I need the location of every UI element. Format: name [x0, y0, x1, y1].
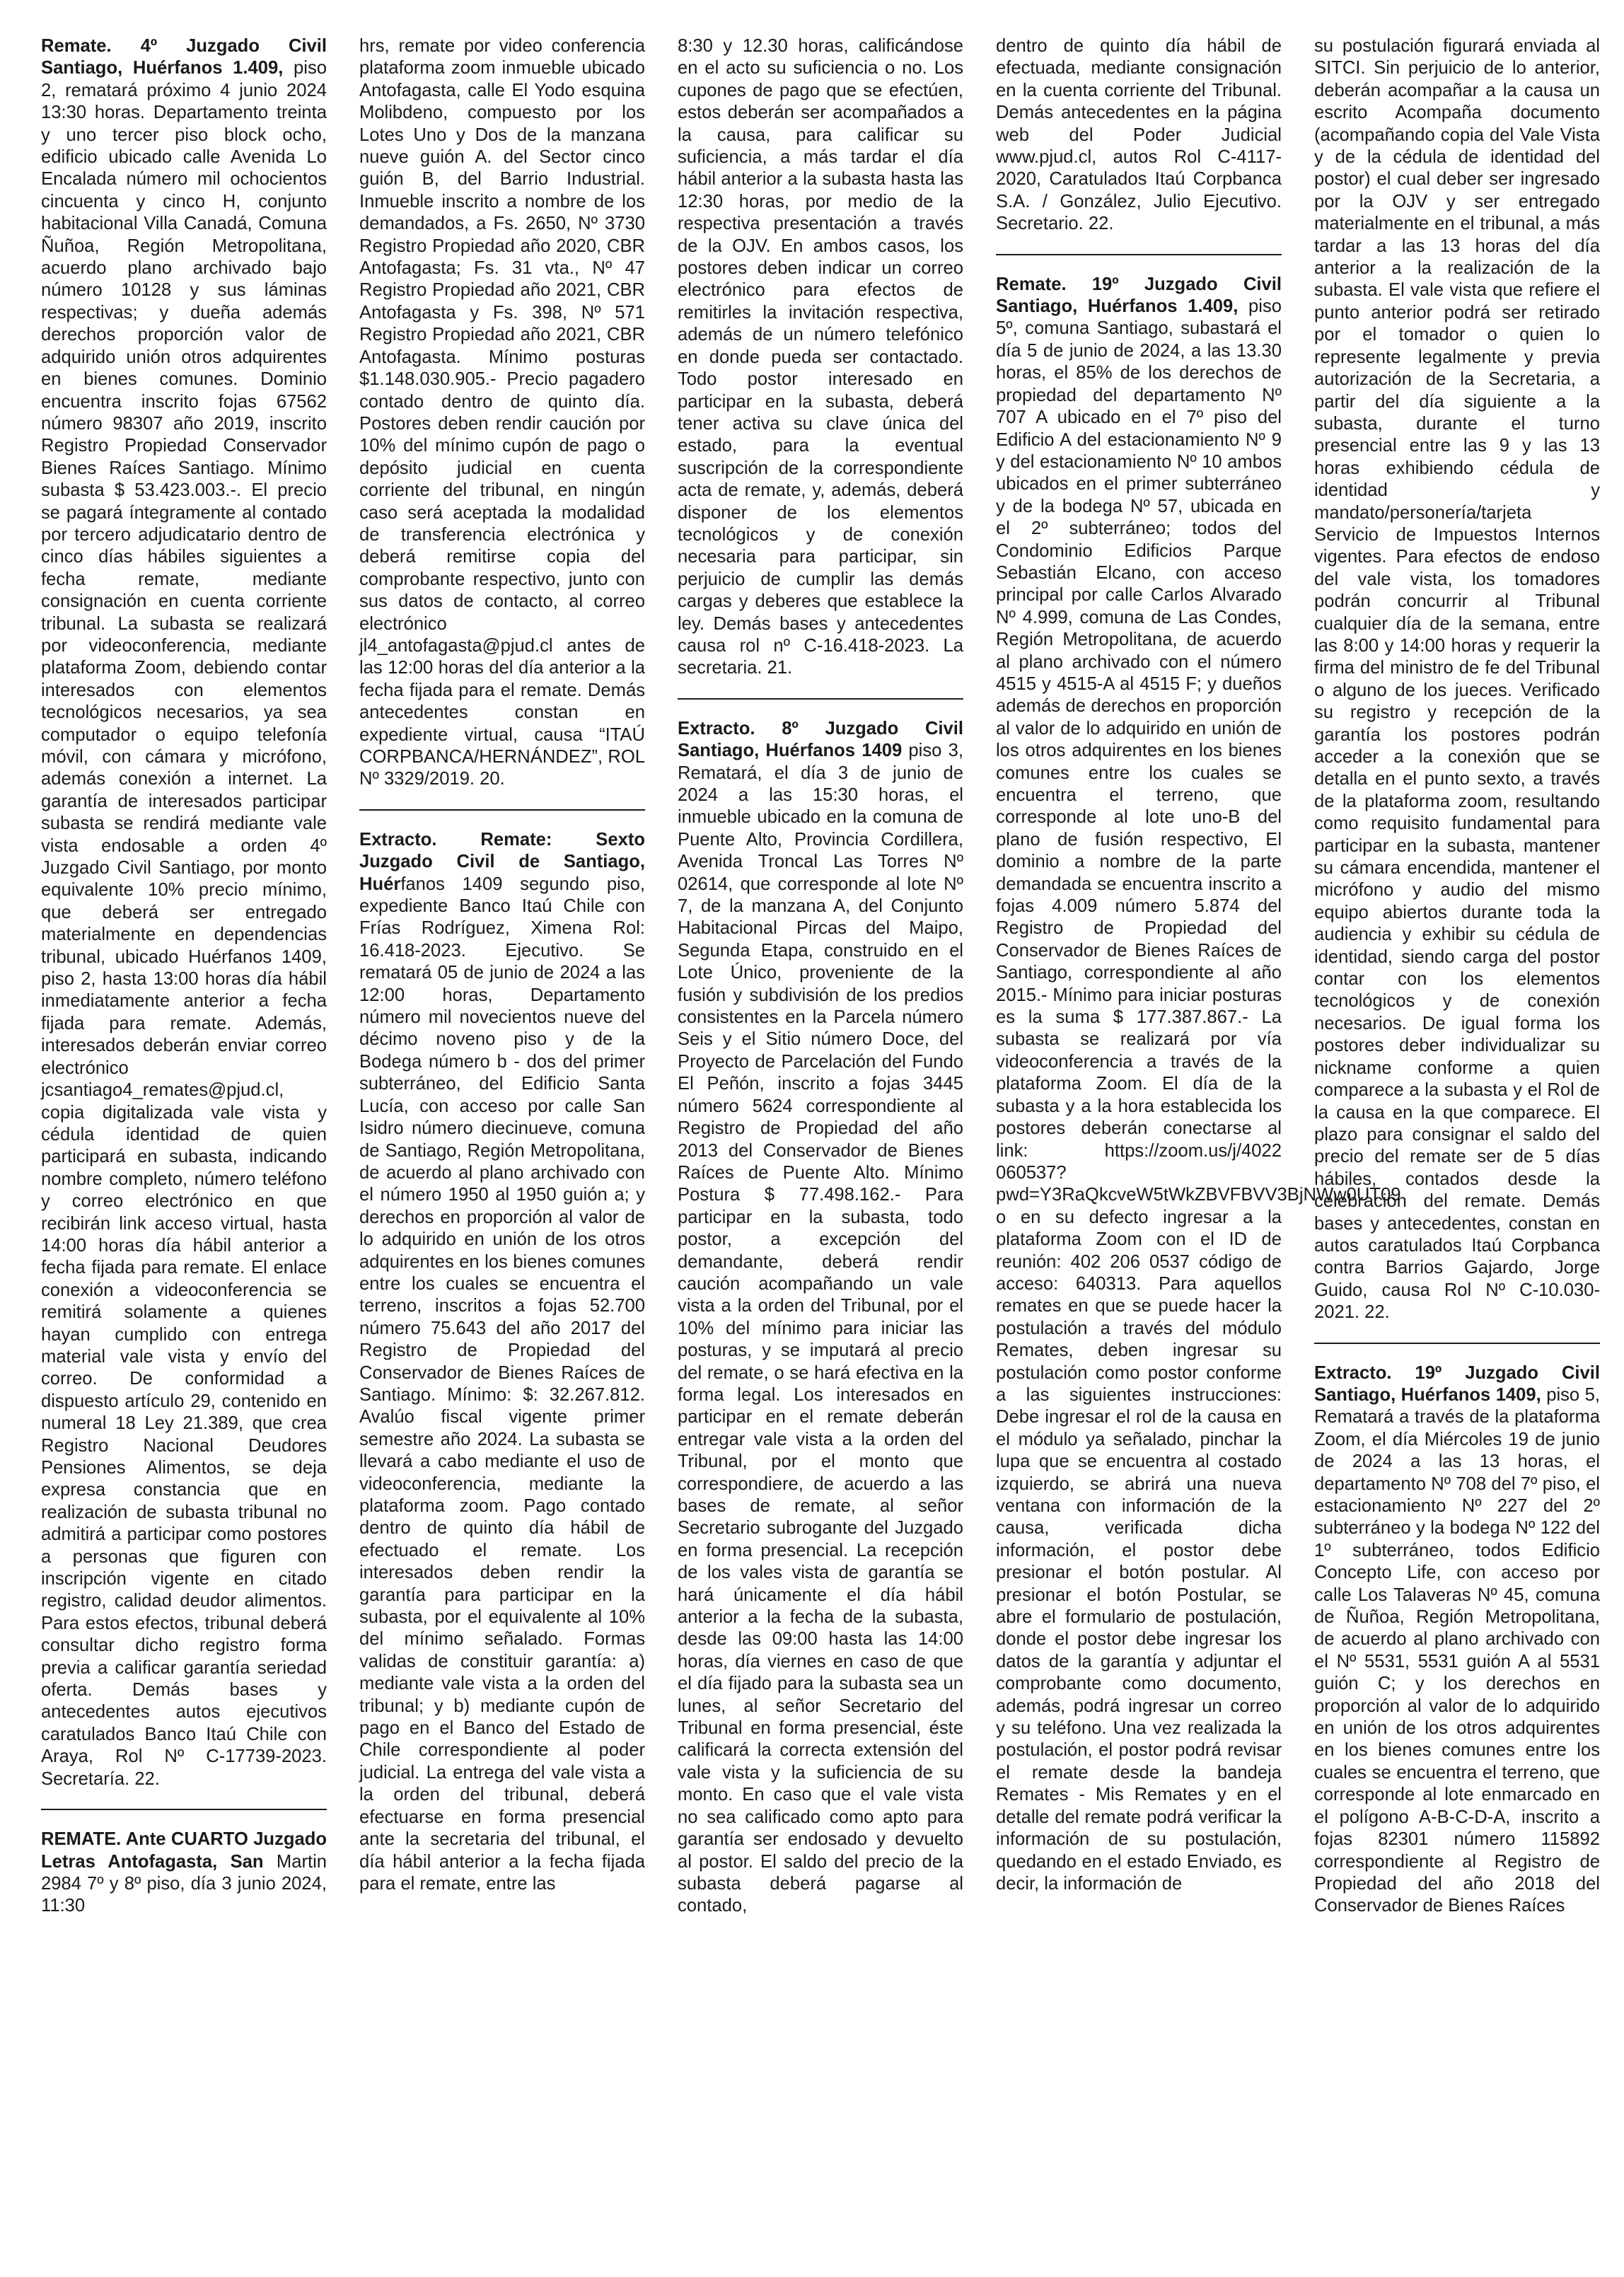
- notice-body: su postulación figurará enviada al SITCI. Sin perjuicio de lo anterior, deberán acompañar a la causa un escrito Acompaña documento (acompañando copia del Vale Vista y de la cédula de identidad del postor) el cual deber ser ingresado por la OJV y ser entregado materialmente en el tribunal, a más tardar a las 13 horas del día anterior a la realización de la subasta. El vale vista que refiere el punto anterior podrá ser retirado por el tomador o quien lo represente legalmente y previa autorización de la Secretaria, a partir del día siguiente a la subasta, durante el turno presencial entre las 9 y las 13 horas exhibiendo cédula de identidad y mandato/personería/tarjeta Servicio de Impuestos Internos vigentes. Para efectos de endoso del vale vista, los tomadores podrán concurrir al Tribunal cualquier día de la semana, entre las 8:00 y 14:00 horas y requerir la firma del ministro de fe del Tribunal o alguno de los jueces. Verificado su registro y recepción de la garantía los postores podrán acceder a la conexión que se detalla en el punto sexto, a través de la plataforma zoom, resultando como requisito fundamental para participar en la subasta, mantener su cámara encendida, mantener el micrófono y audio del mismo equipo abiertos durante toda la audiencia y exhibir su cédula de identidad, siendo carga del postor contar con los elementos tecnológicos y de conexión necesarios. De igual forma los postores deber individualizar su nickname conforme a quien comparece a la subasta y el Rol de la causa en la que comparece. El plazo para consignar el saldo del precio del remate ser de 5 días hábiles, contados desde la celebración del remate. Demás bases y antecedentes, constan en autos caratulados Itaú Corpbanca contra Barrios Gajardo, Jorge Guido, causa Rol Nº C-10.030-2021. 22.: [1314, 36, 1600, 1323]
- notice-heading: Extracto. 8º Juzgado Civil Santiago, Huérfanos 1409: [678, 718, 963, 761]
- notice-separator: [41, 1809, 327, 1810]
- notice-continuation-sexto-juzgado: [678, 35, 963, 680]
- notice-sexto-juzgado-santiago: [359, 829, 645, 1896]
- column-3: [678, 35, 963, 2277]
- notice-continuation-8-juzgado: [996, 35, 1282, 236]
- notice-body: 8:30 y 12.30 horas, calificándose en el acto su suficiencia o no. Los cupones de pago que se efectúen, estos deberán ser acompañados a la causa, para calificar su suficiencia, a más tardar el día hábil anterior a la subasta hasta las 12:30 horas, por medio de la respectiva presentación a través de la OJV. En ambos casos, los postores deben indicar un correo electrónico para efectos de remitirles la invitación respectiva, además de un número telefónico en donde pueda ser contactado. Todo postor interesado en participar en la subasta, deberá tener activa su clave única del estado, para la eventual suscripción de la correspondiente acta de remate, y, además, deberá disponer de los elementos tecnológicos y de conexión necesaria para participar, sin perjuicio de cumplir las demás cargas y deberes que establece la ley. Demás bases y antecedentes causa rol nº C-16.418-2023. La secretaria. 21.: [678, 36, 963, 678]
- notice-continuation-19-juzgado: [1314, 35, 1600, 1324]
- notice-body: piso 5º, comuna Santiago, subastará el día 5 de junio de 2024, a las 13.30 horas, el 85% de los derechos de propiedad del departamento Nº 707 A ubicado en el 7º piso del Edificio A del estacionamiento Nº 9 y del estacionamiento Nº 10 ambos ubicados en el primer subterráneo y de la bodega Nº 57, ubicada en el 2º subterráneo; todos del Condominio Edificios Parque Sebastián Elcano, con acceso principal por calle Carlos Alvarado Nº 4.999, comuna de Las Condes, Región Metropolitana, de acuerdo al plano archivado con el número 4515 y 4515-A al 4515 F; y dueños además de derechos en proporción al valor de lo adquirido en unión de los otros adquirentes en los bienes comunes entre los cuales se encuentra el terreno, que corresponde al lote uno-B del plano de fusión respectivo, El dominio a nombre de la parte demandada se encuentra inscrito a fojas 4.009 número 5.874 del Registro de Propiedad del Conservador de Bienes Raíces de Santiago, correspondiente al año 2015.- Mínimo para iniciar posturas es la suma $ 177.387.867.- La subasta se realizará por vía videoconferencia a través de la plataforma Zoom. El día de la subasta y a la hora establecida los postores deberán conectarse al link: https://zoom.us/j/4022 060537?pwd=Y3RaQkcveW5tWkZBVFBVV3BjNWw0UT09 o en su defecto ingresar a la plataforma Zoom con el ID de reunión: 402 206 0537 código de acceso: 640313. Para aquellos remates en que se puede hacer la postulación a través del módulo Remates, deben ingresar su postulación como postor conforme a las siguientes instrucciones: Debe ingresar el rol de la causa en el módulo ya señalado, pinchar la lupa que se encuentra al costado izquierdo, se abrirá una nueva ventana con información de la causa, verificada dicha información, el postor debe presionar el botón postular. Al presionar el botón Postular, se abre el formulario de postulación, donde el postor debe ingresar los datos de la garantía y adjuntar el comprobante como documento, además, podrá ingresar un correo y su teléfono. Una vez realizada la postulación, el postor podrá revisar el remate desde la bandeja Remates - Mis Remates y en el detalle del remate podrá verificar la información de su postulación, quedando en el estado Enviado, es decir, la información de: [996, 296, 1401, 1894]
- notice-heading: REMATE. Ante CUARTO Juzgado Letras Antofagasta, San: [41, 1829, 327, 1872]
- column-4: [996, 35, 1401, 2277]
- notice-remate-cuarto-juzgado-antofagasta: [41, 1829, 327, 1918]
- notice-body: piso 2, rematará próximo 4 junio 2024 13:30 horas. Departamento treinta y uno tercer piso block ocho, edificio ubicado calle Avenida Lo Encalada número mil ochocientos cincuenta y cinco H, conjunto habitacional Villa Canadá, Comuna Ñuñoa, Región Metropolitana, acuerdo plano archivado bajo número 10128 y sus láminas respectivas; y dueña además derechos proporción valor de adquirido unión otros adquirentes en bienes comunes. Dominio encuentra inscrito fojas 67562 número 98307 año 2019, inscrito Registro Propiedad Conservador Bienes Raíces Santiago. Mínimo subasta $ 53.423.003.-. El precio se pagará íntegramente al contado por tercero adjudicatario dentro de cinco días hábiles siguientes a fecha remate, mediante consignación en cuenta corriente tribunal. La subasta se realizará por videoconferencia, mediante plataforma Zoom, debiendo contar interesados con elementos tecnológicos necesarios, ya sea computador o equipo telefonía móvil, con cámara y micrófono, además conexión a internet. La garantía de interesados participar subasta se rendirá mediante vale vista endosable a orden 4º Juzgado Civil Santiago, por monto equivalente 10% precio mínimo, que deberá ser entregado materialmente en dependencias tribunal, ubicado Huérfanos 1409, piso 2, hasta 13:00 horas día hábil inmediatamente anterior a fecha fijada para remate. Además, interesados deberán enviar correo electrónico jcsantiago4_remates@pjud.cl, copia digitalizada vale vista y cédula identidad de quien participará en subasta, indicando nombre completo, número teléfono y correo electrónico en que recibirán link acceso virtual, hasta 14:00 horas día hábil anterior a fecha fijada para remate. El enlace conexión a videoconferencia se remitirá solamente a quienes hayan cumplido con entrega material vale vista y envío del correo. De conformidad a dispuesto artículo 29, contenido en numeral 18 Ley 21.389, que crea Registro Nacional Deudores Pensiones Alimentos, se deja expresa constancia que en realización de subasta tribunal no admitirá a participar como postores a personas que figuren con inscripción vigente en citado registro, calidad deudor alimentos. Para estos efectos, tribunal deberá consultar dicho registro forma previa a calificar garantía seriedad oferta. Demás bases y antecedentes autos ejecutivos caratulados Banco Itaú Chile con Araya, Rol Nº C-17739-2023. Secretaría. 22.: [41, 58, 327, 1789]
- notice-extracto-19-juzgado-santiago: [1314, 1362, 1600, 1918]
- notice-remate-19-juzgado-santiago: [996, 274, 1401, 1896]
- notice-body: hrs, remate por video conferencia plataforma zoom inmueble ubicado Antofagasta, calle El Yodo esquina Molibdeno, compuesto por los Lotes Uno y Dos de la manzana nueve guión A. del Sector cinco guión B, del Barrio Industrial. Inmueble inscrito a nombre de los demandados, a Fs. 2650, Nº 3730 Registro Propiedad año 2020, CBR Antofagasta; Fs. 31 vta., Nº 47 Registro Propiedad año 2021, CBR Antofagasta y Fs. 398, Nº 571 Registro Propiedad año 2021, CBR Antofagasta. Mínimo posturas $1.148.030.905.- Precio pagadero contado dentro de quinto día. Postores deben rendir caución por 10% del mínimo cupón de pago o depósito judicial en cuenta corriente del tribunal, en ningún caso será aceptada la modalidad de transferencia electrónica y deberá remitirse copia del comprobante respectivo, junto con sus datos de contacto, al correo electrónico jl4_antofagasta@pjud.cl antes de las 12:00 horas del día anterior a la fecha fijada para el remate. Demás antecedentes constan en expediente virtual, causa “ITAÚ CORPBANCA/HERNÁNDEZ”, ROL Nº 3329/2019. 20.: [359, 36, 645, 789]
- column-5: [1314, 35, 1600, 2277]
- notice-heading: Remate. 4º Juzgado Civil Santiago, Huérfanos 1.409,: [41, 36, 327, 79]
- notice-body: piso 3, Rematará, el día 3 de junio de 2024 a las 15:30 horas, el inmueble ubicado en la comuna de Puente Alto, Provincia Cordillera, Avenida Troncal Las Torres Nº 02614, que corresponde al lote Nº 7, de la manzana A, del Conjunto Habitacional Pircas del Maipo, Segunda Etapa, construido en el Lote Único, proveniente de la fusión y subdivisión de los predios consistentes en la Parcela número Seis y el Sitio número Doce, del Proyecto de Parcelación del Fundo El Peñón, inscrito a fojas 3445 número 5624 correspondiente al Registro de Propiedad del año 2013 del Conservador de Bienes Raíces de Puente Alto. Mínimo Postura $ 77.498.162.- Para participar en la subasta, todo postor, a excepción del demandante, deberá rendir caución acompañando un vale vista a la orden del Tribunal, por el 10% del mínimo para iniciar las posturas, y se imputará al precio del remate, o se hará efectiva en la forma legal. Los interesados en participar en el remate deberán entregar vale vista a la orden del Tribunal, por el monto que correspondiere, de acuerdo a las bases de remate, al señor Secretario subrogante del Juzgado en forma presencial. La recepción de los vales vista de garantía se hará únicamente el día hábil anterior a la fecha de la subasta, desde las 09:00 hasta las 14:00 horas, día viernes en caso de que el día fijado para la subasta sea un lunes, al señor Secretario del Tribunal en forma presencial, éste calificará la correcta extensión del vale vista y la suficiencia de su monto. En caso que el vale vista no sea calificado como apto para garantía ser endosado y devuelto al postor. El saldo del precio de la subasta deberá pagarse al contado,: [678, 741, 963, 1916]
- column-1: [41, 35, 327, 2277]
- notice-continuation-antofagasta: [359, 35, 645, 791]
- notice-separator: [678, 698, 963, 700]
- notice-body: piso 5, Rematará a través de la plataforma Zoom, el día Miércoles 19 de junio de 2024 a las 13 horas, el departamento Nº 708 del 7º piso, el estacionamiento Nº 227 del 2º subterráneo y la bodega Nº 122 del 1º subterráneo, todos Edificio Concepto Life, con acceso por calle Los Talaveras Nº 45, comuna de Ñuñoa, Región Metropolitana, de acuerdo al plano archivado con el Nº 5531, 5531 guión A al 5531 guión C; y los derechos en proporción al valor de lo adquirido en unión de los otros adquirentes en los bienes comunes entre los cuales se encuentra el terreno, que corresponde al lote enmarcado en el polígono A-B-C-D-A, inscrito a fojas 82301 número 115892 correspondiente al Registro de Propiedad del año 2018 del Conservador de Bienes Raíces: [1314, 1384, 1600, 1916]
- notice-body: dentro de quinto día hábil de efectuada, mediante consignación en la cuenta corriente del Tribunal. Demás antecedentes en la página web del Poder Judicial www.pjud.cl, autos Rol C-4117-2020, Caratulados Itaú Corpbanca S.A. / González, Julio Ejecutivo. Secretario. 22.: [996, 36, 1282, 234]
- notice-remate-4-juzgado-santiago: [41, 35, 327, 1790]
- notice-heading: Remate. 19º Juzgado Civil Santiago, Huérfanos 1.409,: [996, 274, 1282, 317]
- notice-heading: Extracto. Remate: Sexto Juzgado Civil de Santiago, Huér: [359, 829, 645, 894]
- notice-heading: Extracto. 19º Juzgado Civil Santiago, Huérfanos 1409,: [1314, 1362, 1600, 1405]
- notice-body: fanos 1409 segundo piso, expediente Banco Itaú Chile con Frías Rodríguez, Ximena Rol: 16.418-2023. Ejecutivo. Se rematará 05 de junio de 2024 a las 12:00 horas, Departamento número mil novecientos nueve del décimo noveno piso y de la Bodega número b - dos del primer subterráneo, del Edificio Santa Lucía, con acceso por calle San Isidro número diecinueve, comuna de Santiago, Región Metropolitana, de acuerdo al plano archivado con el número 1950 al 1950 guión a; y derechos en proporción al valor de lo adquirido en unión de los otros adquirentes en los bienes comunes entre los cuales se encuentra el terreno, inscritos a fojas 52.700 número 75.643 del año 2017 del Registro de Propiedad del Conservador de Bienes Raíces de Santiago. Mínimo: $: 32.267.812. Avalúo fiscal vigente primer semestre año 2024. La subasta se llevará a cabo mediante el uso de videoconferencia, mediante la plataforma zoom. Pago contado dentro de quinto día hábil de efectuado el remate. Los interesados deben rendir la garantía para participar en la subasta, por el equivalente al 10% del mínimo señalado. Formas validas de constituir garantía: a) mediante vale vista a la orden del tribunal; y b) mediante cupón de pago en el Banco del Estado de Chile correspondiente al poder judicial. La entrega del vale vista a la orden del tribunal, deberá efectuarse en forma presencial ante la secretaria del tribunal, el día hábil anterior a la fecha fijada para el remate, entre las: [359, 874, 645, 1894]
- notice-body: Martin 2984 7º y 8º piso, día 3 junio 2024, 11:30: [41, 1851, 327, 1916]
- notice-separator: [1314, 1343, 1600, 1344]
- notice-8-juzgado-santiago: [678, 718, 963, 1918]
- notice-separator: [359, 809, 645, 811]
- column-2: [359, 35, 645, 2277]
- notice-separator: [996, 254, 1282, 255]
